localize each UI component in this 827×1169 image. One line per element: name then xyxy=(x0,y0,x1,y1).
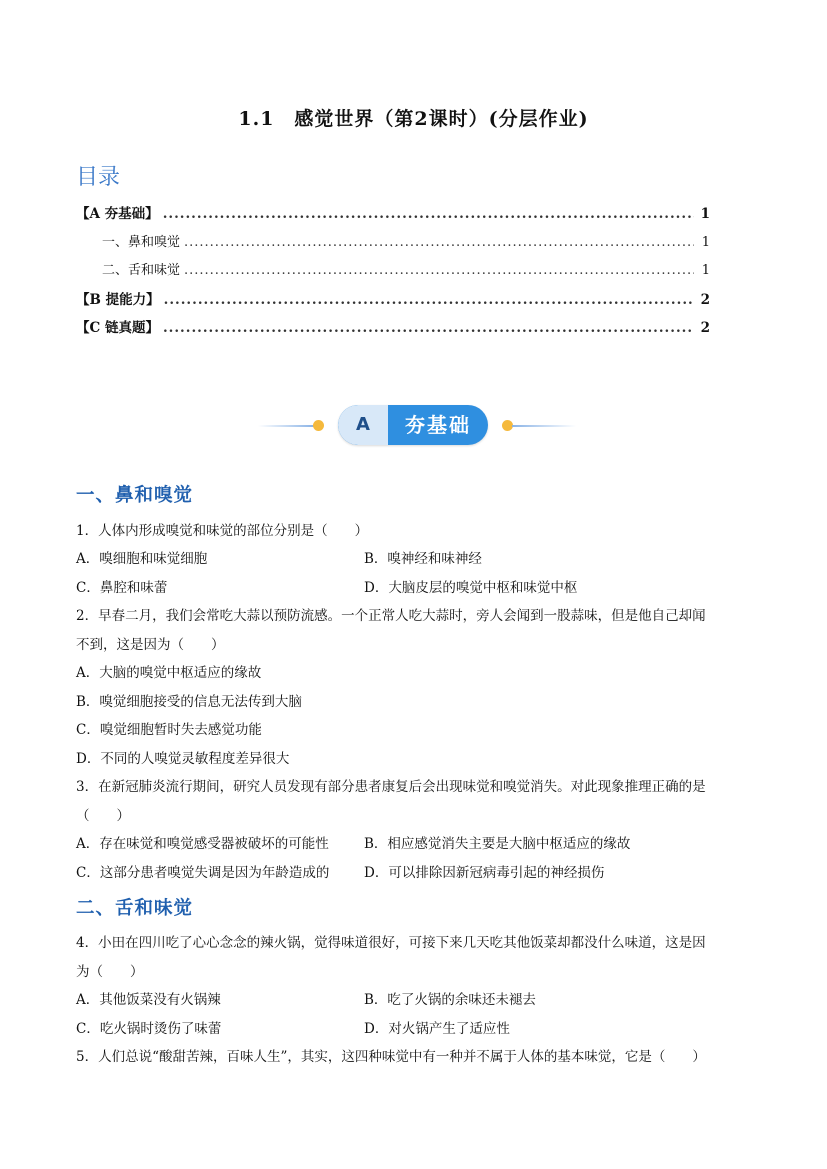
toc-entry-page: 1 xyxy=(701,263,710,278)
option: B．嗅觉细胞接受的信息无法传到大脑 xyxy=(76,693,302,710)
question-stem xyxy=(76,929,756,986)
option: D．大脑皮层的嗅觉中枢和味觉中枢 xyxy=(364,579,578,596)
toc-entry-label: 【A 夯基础】 xyxy=(76,206,159,222)
question-options xyxy=(76,659,756,773)
option: D．可以排除因新冠病毒引起的神经损伤 xyxy=(364,864,605,881)
banner-line-left xyxy=(258,425,314,427)
option: C．鼻腔和味蕾 xyxy=(76,579,168,596)
option: B．吃了火锅的余味还未褪去 xyxy=(364,992,536,1008)
section-heading: 二、舌和味觉 xyxy=(76,898,194,919)
banner-label: 夯基础 xyxy=(405,413,471,437)
question-line: （ ） xyxy=(76,807,130,824)
page-title: 1.1 感觉世界（第2课时）(分层作业) xyxy=(238,108,589,130)
toc-entry-page: 1 xyxy=(700,206,710,222)
toc-leader xyxy=(184,235,694,250)
option: D．不同的人嗅觉灵敏程度差异很大 xyxy=(76,750,290,767)
question-line: 5．人们总说“酸甜苦辣，百味人生”，其实，这四种味觉中有一种并不属于人体的基本味觉，它是（ ） xyxy=(76,1049,706,1065)
banner-pill xyxy=(338,405,488,445)
toc-entry[interactable] xyxy=(76,202,710,231)
section-heading: 一、鼻和嗅觉 xyxy=(76,485,194,506)
question-stem xyxy=(76,517,756,546)
question-stem xyxy=(76,1043,756,1072)
question-line: 2．早春二月，我们会常吃大蒜以预防流感。一个正常人吃大蒜时，旁人会闻到一股蒜味，但是他自己却闻 xyxy=(76,608,706,624)
toc-entry[interactable] xyxy=(76,288,710,317)
option: D．对火锅产生了适应性 xyxy=(364,1020,510,1037)
option: A．其他饭菜没有火锅辣 xyxy=(76,992,221,1008)
option: B．相应感觉消失主要是大脑中枢适应的缘故 xyxy=(364,836,631,852)
option: A．大脑的嗅觉中枢适应的缘故 xyxy=(76,665,262,681)
banner-dot-left xyxy=(313,420,324,431)
banner-line-right xyxy=(512,425,576,427)
option: C．这部分患者嗅觉失调是因为年龄造成的 xyxy=(76,864,330,881)
question-stem xyxy=(76,773,756,830)
toc-heading: 目录 xyxy=(76,165,121,190)
toc-entry-label: 【C 链真题】 xyxy=(76,320,159,336)
toc-entry-label: 【B 提能力】 xyxy=(76,291,160,308)
option: B．嗅神经和味神经 xyxy=(364,551,482,567)
banner-letter: A xyxy=(338,405,388,445)
toc-entry[interactable] xyxy=(76,259,710,288)
question-options xyxy=(76,986,756,1043)
table-of-contents xyxy=(76,202,710,345)
option: C．嗅觉细胞暂时失去感觉功能 xyxy=(76,722,262,738)
section-banner xyxy=(0,403,827,447)
toc-entry-page: 2 xyxy=(700,320,710,336)
question-stem xyxy=(76,602,756,659)
toc-entry-page: 2 xyxy=(700,291,710,308)
option: A．嗅细胞和味觉细胞 xyxy=(76,551,208,567)
option: C．吃火锅时烫伤了味蕾 xyxy=(76,1020,222,1037)
question-line: 为（ ） xyxy=(76,963,144,980)
toc-leader xyxy=(163,320,694,336)
question-line: 3．在新冠肺炎流行期间，研究人员发现有部分患者康复后会出现味觉和嗅觉消失。对此现象推理正确的是 xyxy=(76,779,706,795)
question-options xyxy=(76,545,756,602)
toc-leader xyxy=(164,292,694,308)
toc-leader xyxy=(163,206,694,222)
toc-entry[interactable] xyxy=(76,316,710,345)
question-line: 4．小田在四川吃了心心念念的辣火锅，觉得味道很好，可接下来几天吃其他饭菜却都没什么味道，这是因 xyxy=(76,935,706,951)
toc-entry[interactable] xyxy=(76,231,710,260)
toc-leader xyxy=(184,263,694,278)
toc-entry-label: 二、舌和味觉 xyxy=(102,263,181,278)
question-line: 不到，这是因为（ ） xyxy=(76,636,225,653)
toc-entry-label: 一、鼻和嗅觉 xyxy=(102,234,181,250)
option: A．存在味觉和嗅觉感受器被破坏的可能性 xyxy=(76,836,329,852)
question-options xyxy=(76,830,756,887)
toc-entry-page: 1 xyxy=(701,234,710,250)
question-line: 1．人体内形成嗅觉和味觉的部位分别是（ ） xyxy=(76,523,369,539)
